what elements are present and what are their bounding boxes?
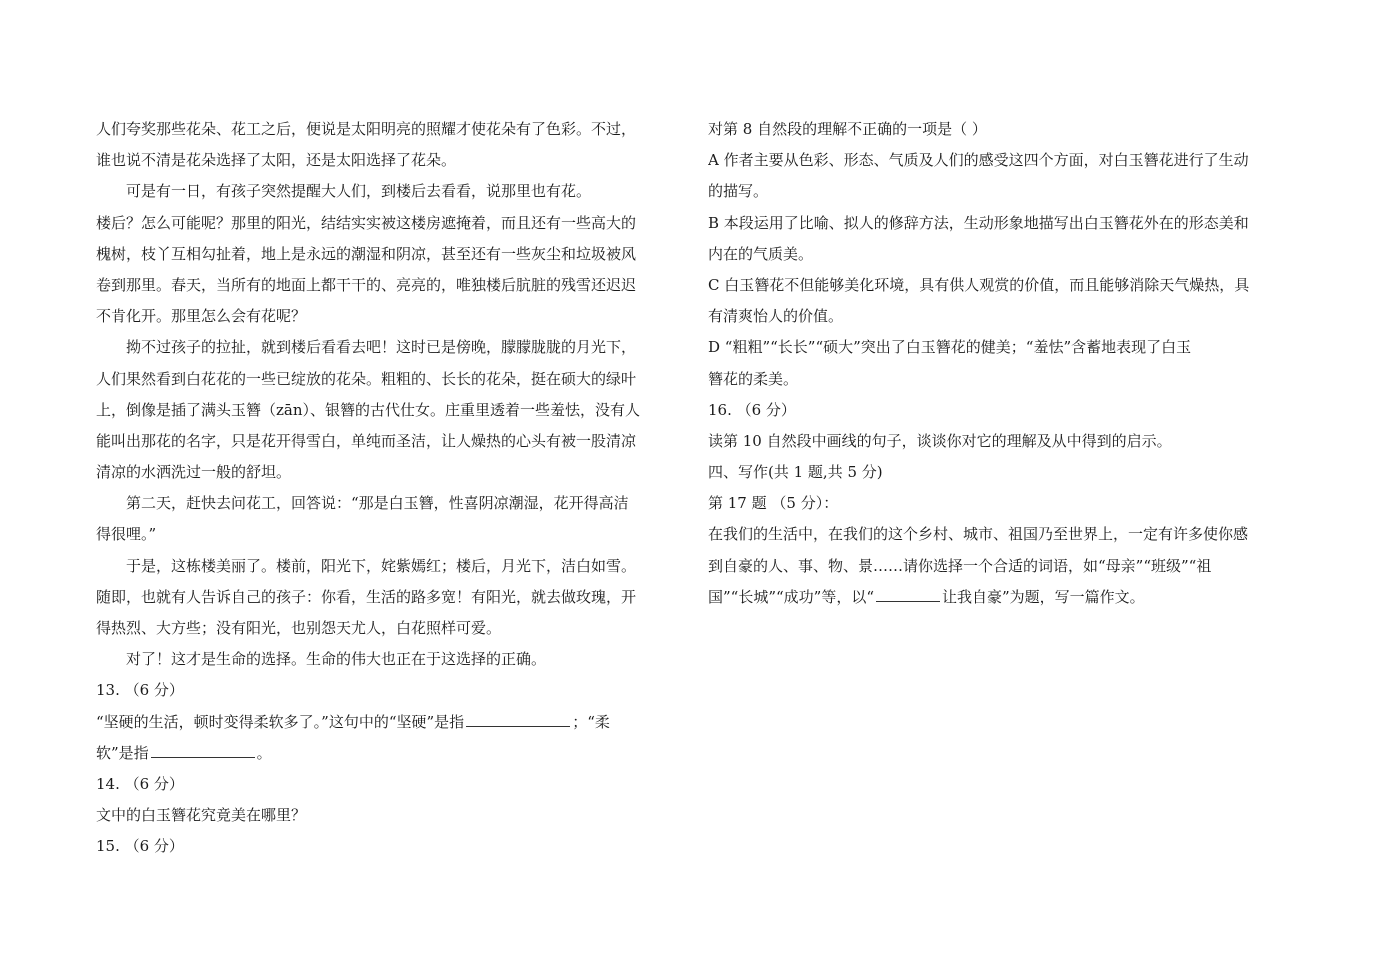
passage-line: 谁也说不清是花朵选择了太阳，还是太阳选择了花朵。 bbox=[96, 151, 457, 170]
passage-line: 于是，这栋楼美丽了。楼前，阳光下，姹紫嫣红；楼后，月光下，洁白如雪。 bbox=[126, 556, 637, 575]
option-c: C 白玉簪花不但能够美化环境，具有供人观赏的价值，而且能够消除天气燥热，具 bbox=[708, 275, 1250, 294]
passage-line: 可是有一日，有孩子突然提醒大人们，到楼后去看看，说那里也有花。 bbox=[126, 182, 592, 201]
option-d: D “粗粗”“长长”“硕大”突出了白玉簪花的健美；“羞怯”含蓄地表现了白玉 bbox=[708, 338, 1192, 357]
option-b: 内在的气质美。 bbox=[708, 244, 814, 263]
question-13-text: 软”是指 bbox=[96, 743, 149, 762]
option-a: A 作者主要从色彩、形态、气质及人们的感受这四个方面，对白玉簪花进行了生动 bbox=[708, 151, 1249, 170]
question-15-heading: 15. （6 分） bbox=[96, 837, 184, 856]
question-14-text: 文中的白玉簪花究竟美在哪里？ bbox=[96, 806, 307, 825]
passage-line: 人们夸奖那些花朵、花工之后，便说是太阳明亮的照耀才使花朵有了色彩。不过， bbox=[96, 120, 637, 138]
question-13-text: 。 bbox=[256, 743, 272, 762]
question-14-heading: 14. （6 分） bbox=[96, 774, 184, 793]
left-column bbox=[96, 114, 682, 863]
answer-blank-hard[interactable] bbox=[466, 708, 570, 727]
section-4-title: 四、写作(共 1 题,共 5 分) bbox=[708, 463, 883, 482]
question-13-heading: 13. （6 分） bbox=[96, 681, 184, 700]
question-17-text: 国”“长城”“成功”等，以“ bbox=[708, 587, 875, 606]
question-13-line bbox=[96, 707, 682, 738]
passage-line: 对了！这才是生命的选择。生命的伟大也正在于这选择的正确。 bbox=[126, 650, 547, 669]
question-17-text: 让我自豪”为题，写一篇作文。 bbox=[942, 587, 1145, 606]
question-17-line bbox=[708, 582, 1294, 613]
question-13-text: ；“柔 bbox=[572, 712, 610, 731]
question-16-heading: 16. （6 分） bbox=[708, 400, 796, 419]
passage-line: 得热烈、大方些；没有阳光，也别怨天尤人，白花照样可爱。 bbox=[96, 619, 502, 637]
option-a: 的描写。 bbox=[708, 182, 769, 201]
passage-line: 卷到那里。春天，当所有的地面上都干干的、亮亮的，唯独楼后肮脏的残雪还迟迟 bbox=[96, 275, 637, 294]
right-column bbox=[708, 114, 1294, 613]
essay-title-blank[interactable] bbox=[876, 583, 940, 602]
question-13-text: “坚硬的生活，顿时变得柔软多了。”这句中的“坚硬”是指 bbox=[96, 712, 465, 731]
passage-line: 楼后？怎么可能呢？那里的阳光，结结实实被这楼房遮掩着，而且还有一些高大的 bbox=[96, 213, 637, 232]
passage-line: 拗不过孩子的拉扯，就到楼后看看去吧！这时已是傍晚，朦朦胧胧的月光下， bbox=[126, 338, 637, 357]
passage-line: 得很哩。” bbox=[96, 525, 157, 544]
passage-line: 槐树，枝丫互相勾扯着，地上是永远的潮湿和阴凉，甚至还有一些灰尘和垃圾被风 bbox=[96, 244, 637, 263]
passage-line: 不肯化开。那里怎么会有花呢？ bbox=[96, 307, 307, 326]
passage-line: 随即，也就有人告诉自己的孩子：你看，生活的路多宽！有阳光，就去做玫瑰，开 bbox=[96, 587, 637, 606]
passage-line: 人们果然看到白花花的一些已绽放的花朵。粗粗的、长长的花朵，挺在硕大的绿叶 bbox=[96, 369, 637, 388]
option-d: 簪花的柔美。 bbox=[708, 369, 799, 388]
question-16-text: 读第 10 自然段中画线的句子，谈谈你对它的理解及从中得到的启示。 bbox=[708, 431, 1172, 450]
passage-line: 上，倒像是插了满头玉簪（zān）、银簪的古代仕女。庄重里透着一些羞怯，没有人 bbox=[96, 400, 641, 419]
question-17-heading: 第 17 题 （5 分）： bbox=[708, 494, 839, 513]
passage-line: 第二天，赶快去问花工，回答说：“那是白玉簪，性喜阴凉潮湿，花开得高洁 bbox=[126, 494, 629, 513]
option-b: B 本段运用了比喻、拟人的修辞方法，生动形象地描写出白玉簪花外在的形态美和 bbox=[708, 213, 1249, 232]
question-17-text: 到自豪的人、事、物、景……请你选择一个合适的词语，如“母亲”“班级”“祖 bbox=[708, 556, 1212, 575]
answer-blank-soft[interactable] bbox=[151, 739, 255, 758]
question-15-stem: 对第 8 自然段的理解不正确的一项是（ ） bbox=[708, 120, 987, 138]
question-13-line bbox=[96, 738, 682, 769]
option-c: 有清爽怡人的价值。 bbox=[708, 307, 844, 326]
question-17-text: 在我们的生活中，在我们的这个乡村、城市、祖国乃至世界上，一定有许多使你感 bbox=[708, 525, 1249, 544]
passage-line: 能叫出那花的名字，只是花开得雪白，单纯而圣洁，让人燥热的心头有被一股清凉 bbox=[96, 431, 637, 450]
passage-line: 清凉的水洒洗过一般的舒坦。 bbox=[96, 463, 292, 482]
